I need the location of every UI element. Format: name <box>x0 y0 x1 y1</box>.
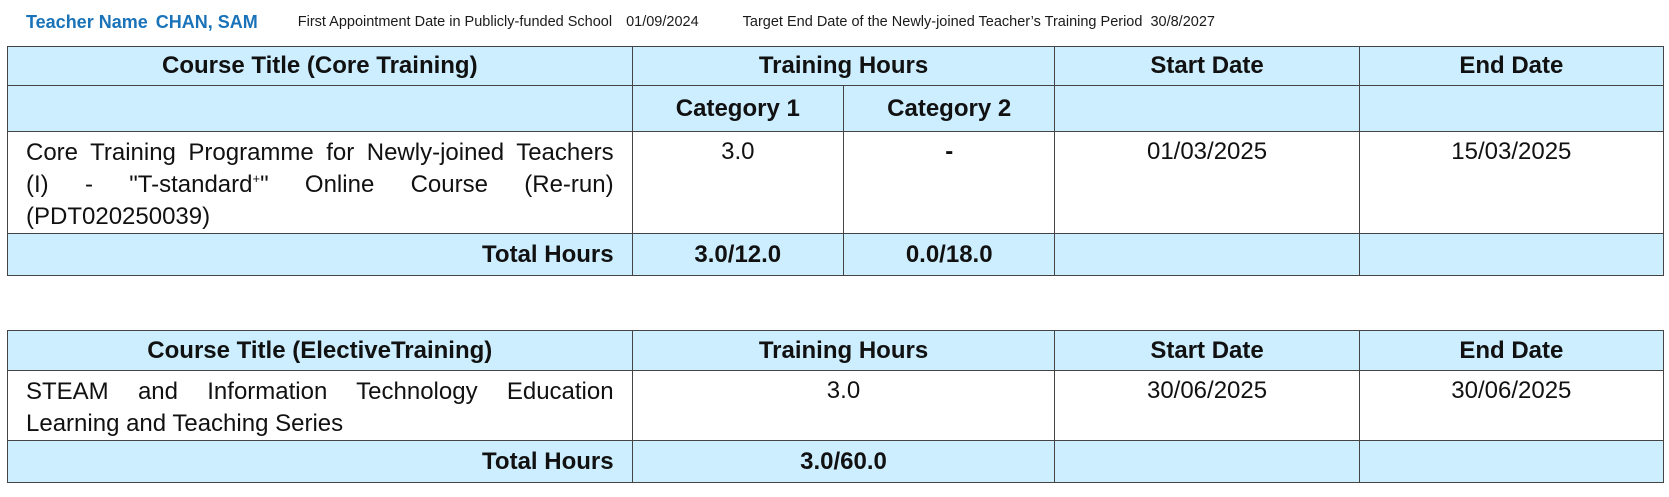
core-course-title-sup: + <box>252 171 261 186</box>
core-course-title-part2: " Online Course (Re-run) (PDT020250039) <box>26 171 614 230</box>
core-end-date-header: End Date <box>1359 47 1663 86</box>
table-row <box>8 371 1664 441</box>
elective-training-hours-cell: 3.0 <box>632 371 1055 441</box>
teacher-info-header <box>26 10 1215 34</box>
appointment-date-value: 01/09/2024 <box>626 14 699 30</box>
core-total-blank-start <box>1055 234 1359 276</box>
elective-course-title-header: Course Title (ElectiveTraining) <box>8 331 633 371</box>
elective-course-title-cell: STEAM and Information Technology Education Learning and Teaching Series <box>8 371 633 441</box>
core-course-title-header: Course Title (Core Training) <box>8 47 633 86</box>
elective-end-date-header: End Date <box>1359 331 1663 371</box>
elective-start-date-header: Start Date <box>1055 331 1359 371</box>
core-subheader-blank-start <box>1055 86 1359 132</box>
core-training-hours-header: Training Hours <box>632 47 1055 86</box>
core-subheader-blank-course <box>8 86 633 132</box>
elective-training-hours-header: Training Hours <box>632 331 1055 371</box>
target-end-date-value: 30/8/2027 <box>1150 14 1215 30</box>
target-end-date-label: Target End Date of the Newly-joined Teacher’s Training Period <box>742 14 1143 30</box>
core-total-hours-label: Total Hours <box>8 234 633 276</box>
core-start-date-cell: 01/03/2025 <box>1055 132 1359 234</box>
elective-total-hours-label: Total Hours <box>8 441 633 483</box>
core-category-2-hours: - <box>843 132 1054 234</box>
appointment-date-label: First Appointment Date in Publicly-funded School <box>297 14 613 30</box>
elective-total-blank-start <box>1055 441 1359 483</box>
core-subheader-blank-end <box>1359 86 1663 132</box>
core-total-category-2: 0.0/18.0 <box>843 234 1054 276</box>
core-start-date-header: Start Date <box>1055 47 1359 86</box>
core-category-1-hours: 3.0 <box>632 132 843 234</box>
elective-header-row <box>8 331 1664 371</box>
core-course-title-cell <box>8 132 633 234</box>
core-course-title-part1: Core Training Programme for Newly-joined Teachers (I) - "T-standard <box>26 139 614 198</box>
core-subheader-row <box>8 86 1664 132</box>
elective-total-row <box>8 441 1664 483</box>
core-training-table <box>7 46 1664 276</box>
core-total-row <box>8 234 1664 276</box>
elective-total-hours-value: 3.0/60.0 <box>632 441 1055 483</box>
elective-start-date-cell: 30/06/2025 <box>1055 371 1359 441</box>
elective-total-blank-end <box>1359 441 1663 483</box>
core-header-row <box>8 47 1664 86</box>
core-total-blank-end <box>1359 234 1663 276</box>
elective-training-table <box>7 330 1664 483</box>
elective-end-date-cell: 30/06/2025 <box>1359 371 1663 441</box>
core-category-2-header: Category 2 <box>843 86 1054 132</box>
core-category-1-header: Category 1 <box>632 86 843 132</box>
table-row <box>8 132 1664 234</box>
core-end-date-cell: 15/03/2025 <box>1359 132 1663 234</box>
teacher-name-value: CHAN, SAM <box>155 11 258 32</box>
core-total-category-1: 3.0/12.0 <box>632 234 843 276</box>
teacher-name-label: Teacher Name <box>26 11 148 32</box>
